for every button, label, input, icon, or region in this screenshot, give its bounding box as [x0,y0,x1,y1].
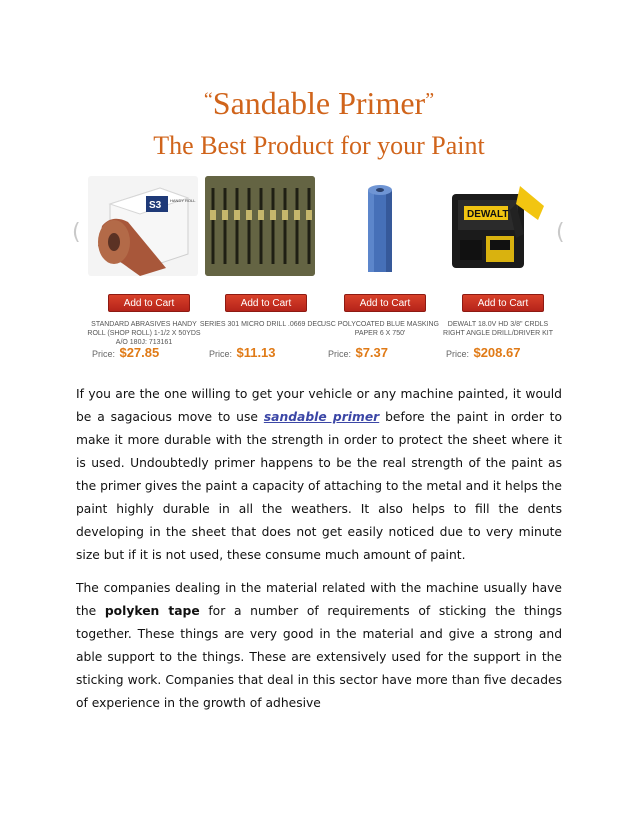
price-value: $27.85 [119,345,160,360]
price-row [328,344,438,362]
roll-label-text: HANDY ROLL [170,198,196,203]
product-name[interactable]: SERIES 301 MICRO DRILL .0669 DEC [199,321,323,328]
page-subtitle: The Best Product for your Paint [153,131,485,160]
dewalt-logo-text: DEWALT [467,209,509,220]
price-label: Price: [446,349,470,359]
price-row [446,344,556,362]
product-name[interactable]: DEWALT 18.0V HD 3/8" CRDLS RIGHT ANGLE DRILL/DRIVER KIT [443,321,553,337]
price-value: $208.67 [473,345,521,360]
price-value: $11.13 [236,345,276,360]
price-row [92,344,202,362]
paragraph-1 [76,383,562,567]
title-block [0,82,638,161]
p2-text-after: for a number of requirements of sticking the things together. These things are very good in the material and give a strong and able support to the things. These are extensively used for the support in the sticking work. Companies that deal in this sector have more than five decades of experience in the growth of adhesive [76,604,562,710]
abrasive-roll-image[interactable] [88,176,198,276]
product-name[interactable]: STANDARD ABRASIVES HANDY ROLL (SHOP ROLL) 1-1/2 X 50YDS A/O 180J: 713161 [87,321,201,346]
page-title [0,82,638,121]
sandable-primer-link[interactable]: sandable primer [263,410,380,424]
dewalt-drill-kit-image[interactable] [442,176,552,276]
price-row [209,344,319,362]
p1-text-after: before the paint in order to make it more durable with the strength in order to protect the sheet where it is used. Undoubtedly primer happens to be the real strength of the paint as the primer gives the paint a capacity of attaching to the metal and it helps the paint highly durable in all the weathers. It also helps to fill the dents developing in the sheet that does not get easily noticed due to very minute size but if it is not used, these consume much amount of paint. [76,410,562,562]
price-label: Price: [209,349,233,359]
product-carousel [72,168,566,368]
product-name[interactable]: USC POLYCOATED BLUE MASKING PAPER 6 X 750' [321,321,439,337]
price-label: Price: [92,349,116,359]
add-to-cart-button[interactable]: Add to Cart [344,294,426,312]
add-to-cart-button[interactable]: Add to Cart [108,294,190,312]
close-quote: ” [425,89,435,111]
open-quote: “ [203,89,213,111]
micro-drill-bits-image[interactable] [205,176,315,276]
price-value: $7.37 [355,345,389,360]
p2-text-before: The companies dealing in the material related with the machine usually have the [76,581,562,618]
add-to-cart-button[interactable]: Add to Cart [225,294,307,312]
paragraph-2 [76,577,562,715]
masking-paper-roll-image[interactable] [324,176,434,276]
add-to-cart-button[interactable]: Add to Cart [462,294,544,312]
roll-brand-text: S3 [149,200,162,211]
article-body [76,383,562,725]
p1-text-before: If you are the one willing to get your vehicle or any machine painted, it would be a sagacious move to use [76,387,562,424]
carousel-next-arrow[interactable]: ( [556,220,565,245]
price-label: Price: [328,349,352,359]
carousel-prev-arrow[interactable]: ( [72,220,81,245]
title-text: Sandable Primer [212,85,426,121]
polyken-tape-term: polyken tape [104,604,200,618]
